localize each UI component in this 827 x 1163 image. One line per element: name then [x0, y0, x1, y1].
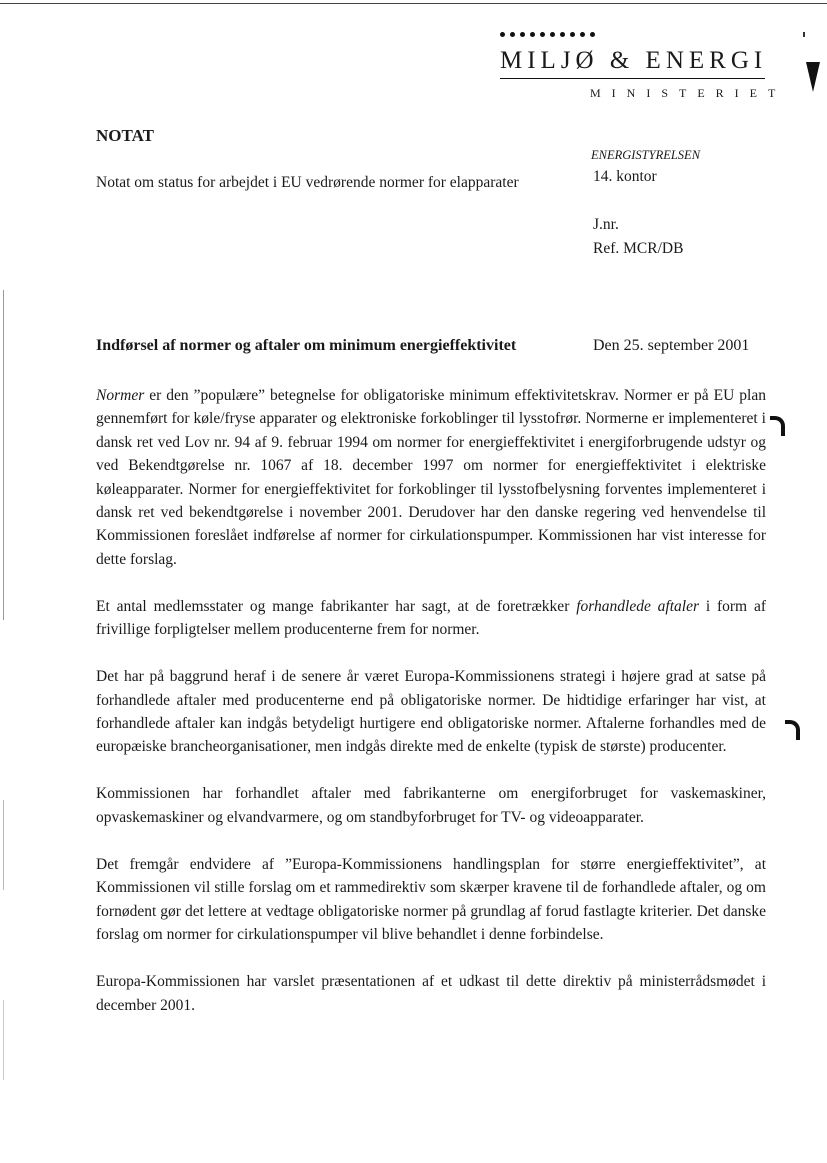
term-normer: Normer: [96, 387, 145, 404]
ministry-logo-title: MILJØ & ENERGI: [500, 47, 768, 74]
term-forhandlede-aftaler: forhandlede aftaler: [576, 597, 699, 615]
paragraph-varslet: Europa-Kommissionen har varslet præsentationen af et udkast til dette direktiv på ministerrådsmødet i december 2001.: [96, 973, 766, 1014]
ministry-logo-subtitle: MINISTERIET: [590, 86, 787, 100]
reference-code: Ref. MCR/DB: [593, 240, 684, 257]
top-scan-rule: [0, 3, 827, 4]
scan-artifact-line: [3, 800, 4, 890]
margin-hook-mark: [770, 416, 785, 436]
paragraph-aftaler: Et antal medlemsstater og mange fabrikanter har sagt, at de foretrækker forhandlede aftaler i form af frivillige forpligtelser mellem producenterne frem for normer.: [96, 597, 766, 639]
scan-speck: [803, 32, 805, 37]
scan-artifact-line: [3, 1000, 4, 1080]
paragraph-normer: Normer er den ”populære” betegnelse for obligatoriske minimum effektivitetskrav. Normer er på EU plan gennemført for køle/fryse apparater og elektroniske forkoblinger til lysstofrør. Normerne er implementeret i dansk ret ved Lov nr. 94 af 9. februar 1994 om normer for energieffektivitet i energiforbrugende udstyr og ved Bekendtgørelse nr. 1067 af 18. december 1997 om normer for energieffektivitet i elektriske køleapparater. Normer for energieffektivitet for forkoblinger til lysstofbelysning forventes implementeret i dansk ret ved bekendtgørelse i november 2001. Derudover har den danske regering ved henvendelse til Kommissionen foreslået indførelse af normer for cirkulationspumper. Kommissionen har vist interesse for dette forslag.: [96, 387, 766, 568]
paragraph-strategi: Det har på baggrund heraf i de senere år været Europa-Kommissionens strategi i højere grad at satse på forhandlede aftaler med producenterne end på obligatoriske normer. De hidtidige erfaringer har vist, at forhandlede aftaler kan indgås betydeligt hurtigere end obligatoriske normer. Aftalerne forhandles med de europæiske brancheorganisationer, men indgås direkte med de enkelte (typisk de største) producenter.: [96, 668, 766, 756]
section-heading: Indførsel af normer og aftaler om minimum energieffektivitet: [96, 337, 517, 354]
logo-dots: [500, 32, 600, 42]
office-name: 14. kontor: [593, 168, 657, 185]
body-text: [96, 384, 766, 1041]
margin-hook-mark: [785, 720, 800, 740]
agency-name: ENERGISTYRELSEN: [591, 148, 701, 162]
scan-artifact-line: [3, 290, 4, 620]
journal-number: J.nr.: [593, 216, 619, 233]
document-date: Den 25. september 2001: [593, 337, 750, 354]
paragraph-forhandlet: Kommissionen har forhandlet aftaler med fabrikanterne om energiforbruget for vaskemaskiner, opvaskemaskiner og elvandvarmere, og om standbyforbruget for TV- og videoapparater.: [96, 785, 766, 826]
paragraph-handlingsplan: Det fremgår endvidere af ”Europa-Kommissionens handlingsplan for større energieffektivitet”, at Kommissionen vil stille forslag om et rammedirektiv som skærper kravene til de forhandlede aftaler, og om fornødent gør det lettere at vedtage obligatoriske normer på grundlag af forud fastlagte kriterier. Det danske forslag om normer for cirkulationspumper vil blive behandlet i denne forbindelse.: [96, 855, 766, 944]
document-subject: Notat om status for arbejdet i EU vedrørende normer for elapparater: [96, 174, 519, 191]
document-type: NOTAT: [96, 126, 154, 145]
corner-triangle-mark: [806, 62, 820, 92]
logo-divider: [500, 78, 765, 79]
